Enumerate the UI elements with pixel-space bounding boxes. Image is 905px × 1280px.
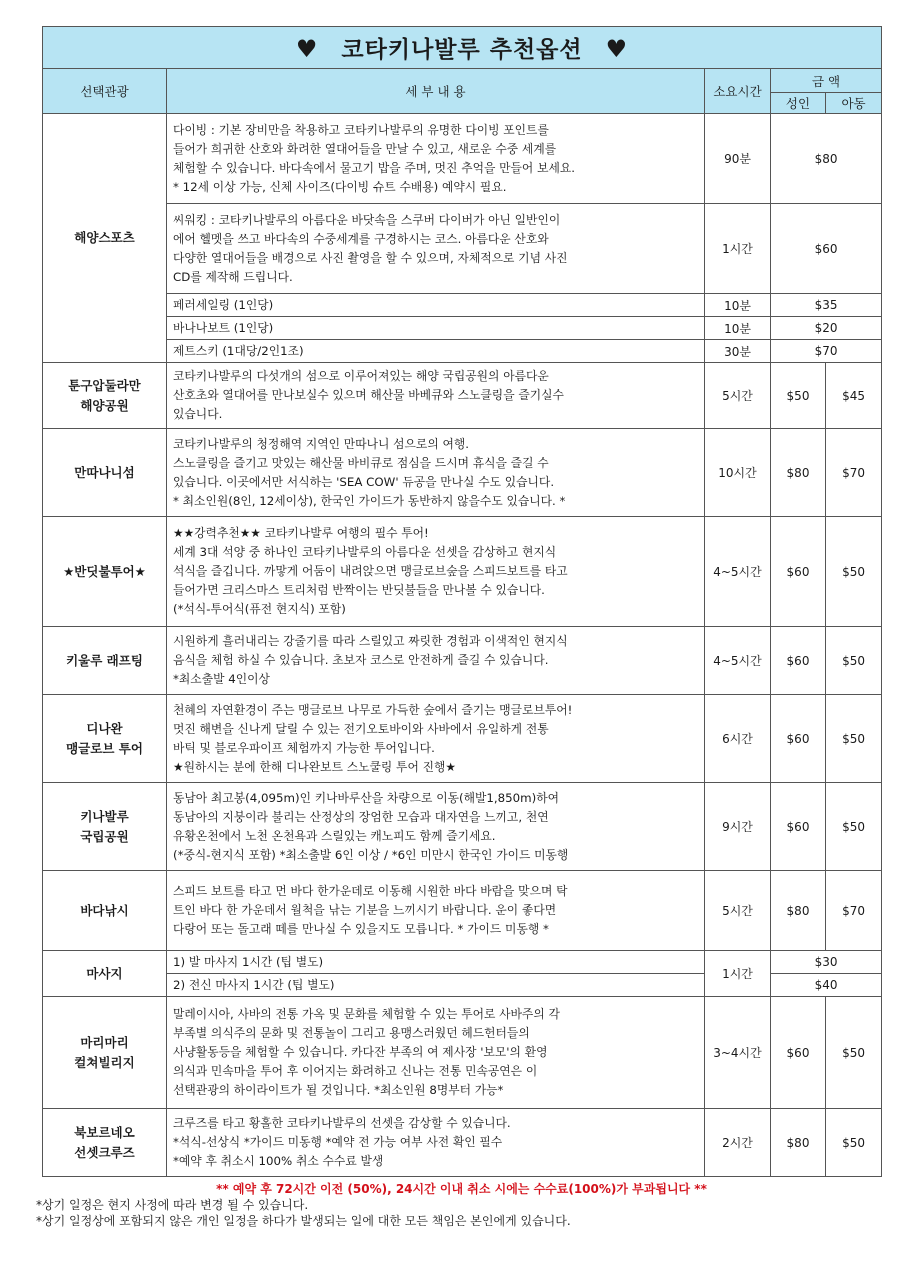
desc-line: 사냥활동등을 체험할 수 있습니다. 카다잔 부족의 여 제사장 '보모'의 환영 (173, 1045, 548, 1059)
desc-line: * 12세 이상 가능, 신체 사이즈(다이빙 슈트 수배용) 예약시 필요. (173, 179, 507, 194)
options-table (42, 26, 882, 1177)
table-row (43, 204, 882, 294)
footnotes (36, 1197, 881, 1229)
options-document (36, 26, 881, 1229)
desc-line: 유황온천에서 노천 온천욕과 스릴있는 캐노피도 함께 즐기세요. (173, 828, 496, 843)
category-cell (43, 363, 167, 429)
description-cell (167, 695, 705, 783)
price-child: $50 (826, 627, 882, 695)
diving-desc (167, 114, 705, 204)
description-cell (167, 363, 705, 429)
header-category: 선택관광 (43, 69, 167, 114)
header-adult: 성인 (771, 93, 826, 114)
duration: 10분 (705, 294, 771, 317)
duration: 9시간 (705, 783, 771, 871)
desc-line: 있습니다. (173, 407, 223, 421)
category-cell (43, 1109, 167, 1177)
header-price: 금 액 (771, 69, 882, 93)
table-row (43, 783, 882, 871)
desc-line: 들어가 희귀한 산호와 화려한 열대어들을 만날 수 있고, 새로운 수중 세계를 (173, 141, 557, 156)
desc-line: 부족별 의식주의 문화 및 전통놀이 그리고 용맹스러웠던 헤드헌터들의 (173, 1026, 530, 1040)
description-cell (167, 627, 705, 695)
desc-line: 선택관광의 하이라이트가 될 것입니다. *최소인원 8명부터 가능* (173, 1083, 504, 1097)
description-cell (167, 429, 705, 517)
duration: 3~4시간 (705, 997, 771, 1109)
desc-line: *석식-선상식 *가이드 미동행 *예약 전 가능 여부 사전 확인 필수 (173, 1135, 503, 1149)
price-adult: $80 (771, 871, 826, 951)
duration: 10분 (705, 317, 771, 340)
table-row (43, 114, 882, 204)
desc-line: 트인 바다 한 가운데서 월척을 낚는 기분을 느끼시기 바랍니다. 운이 좋다면 (173, 903, 557, 917)
desc-line: 바틱 및 블로우파이프 체험까지 가능한 투어입니다. (173, 740, 435, 755)
price-adult: $60 (771, 517, 826, 627)
category-line: 바다낚시 (80, 902, 129, 918)
desc-line: 코타키나발루의 다섯개의 섬으로 이루어져있는 해양 국립공원의 아름다운 (173, 369, 549, 383)
category-marine: 해양스포츠 (43, 114, 167, 363)
table-row (43, 997, 882, 1109)
category-line: ★반딧불투어★ (63, 563, 146, 579)
desc-line: 크루즈를 타고 황홀한 코타키나발루의 선셋을 감상할 수 있습니다. (173, 1116, 511, 1130)
category-line: 컬쳐빌리지 (74, 1054, 135, 1070)
price-child: $45 (826, 363, 882, 429)
jetski-desc: 제트스키 (1대당/2인1조) (167, 340, 705, 363)
desc-line: 동남아의 지붕이라 불리는 산정상의 장엄한 모습과 대자연을 느끼고, 천연 (173, 809, 549, 824)
duration: 90분 (705, 114, 771, 204)
duration: 10시간 (705, 429, 771, 517)
duration: 2시간 (705, 1109, 771, 1177)
title-text: 코타키나발루 추천옵션 (341, 37, 583, 63)
category-line: 선셋크루즈 (74, 1144, 135, 1160)
desc-line: 석식을 즐깁니다. 까맣게 어둠이 내려앉으면 맹글로브숲을 스피드보트를 타고 (173, 564, 568, 578)
heart-icon: ♥ (605, 35, 629, 63)
cancellation-notice: ** 예약 후 72시간 이전 (50%), 24시간 이내 취소 시에는 수수료(100%)가 부과됩니다 ** (216, 1182, 707, 1196)
category-line: 디나완 (86, 720, 123, 736)
price: $30 (771, 951, 882, 974)
desc-line: 에어 헬멧을 쓰고 바다속의 수중세계를 구경하시는 코스. 아름다운 산호와 (173, 231, 549, 246)
massage-body: 2) 전신 마사지 1시간 (팁 별도) (167, 974, 705, 997)
category-line: 북보르네오 (74, 1124, 135, 1140)
category-cell (43, 997, 167, 1109)
description-cell (167, 517, 705, 627)
duration: 1시간 (705, 951, 771, 997)
table-row (43, 627, 882, 695)
description-cell (167, 1109, 705, 1177)
category-line: 키나발루 (80, 808, 129, 824)
desc-line: 동남아 최고봉(4,095m)인 키나바루산을 차량으로 이동(해발1,850m)하여 (173, 790, 560, 805)
price-adult: $80 (771, 1109, 826, 1177)
table-row (43, 294, 882, 317)
table-row (43, 317, 882, 340)
desc-line: 멋진 해변을 신나게 달릴 수 있는 전기오토바이와 사바에서 유일하게 전통 (173, 721, 549, 736)
table-row (43, 1109, 882, 1177)
category-line: 국립공원 (80, 828, 129, 844)
header-details: 세 부 내 용 (167, 69, 705, 114)
price-child: $50 (826, 997, 882, 1109)
category-cell (43, 429, 167, 517)
table-row (43, 340, 882, 363)
heart-icon: ♥ (295, 35, 319, 63)
desc-line: 스노클링을 즐기고 맛있는 해산물 바비큐로 점심을 드시며 휴식을 즐길 수 (173, 455, 549, 470)
duration: 1시간 (705, 204, 771, 294)
category-line: 만따나니섬 (74, 464, 135, 480)
table-row (43, 951, 882, 974)
desc-line: CD를 제작해 드립니다. (173, 269, 293, 284)
desc-line: 있습니다. 이곳에서만 서식하는 'SEA COW' 듀공을 만나실 수도 있습니다. (173, 474, 555, 489)
category-massage: 마사지 (43, 951, 167, 997)
desc-line: *최소출발 4인이상 (173, 672, 270, 686)
desc-line: 세계 3대 석양 중 하나인 코타키나발루의 아름다운 선셋을 감상하고 현지식 (173, 545, 557, 559)
category-line: 키울루 래프팅 (66, 652, 143, 668)
desc-line: *예약 후 취소시 100% 취소 수수료 발생 (173, 1154, 384, 1168)
desc-line: 음식을 체험 하실 수 있습니다. 초보자 코스로 안전하게 즐길 수 있습니다. (173, 653, 549, 667)
desc-line: (*중식-현지식 포함) *최소출발 6인 이상 / *6인 미만시 한국인 가이드 미동행 (173, 847, 569, 862)
duration: 4~5시간 (705, 627, 771, 695)
category-cell (43, 871, 167, 951)
price-child: $50 (826, 783, 882, 871)
desc-line: 씨워킹 : 코타키나발루의 아름다운 바닷속을 스쿠버 다이버가 아닌 일반인이 (173, 212, 561, 227)
category-cell (43, 627, 167, 695)
seawalk-desc (167, 204, 705, 294)
table-row (43, 429, 882, 517)
category-cell (43, 517, 167, 627)
desc-line: 다랑어 또는 돌고래 떼를 만나실 수 있을지도 모릅니다. * 가이드 미동행 * (173, 922, 549, 936)
duration: 5시간 (705, 363, 771, 429)
price: $40 (771, 974, 882, 997)
category-line: 해양공원 (80, 397, 129, 413)
description-cell (167, 871, 705, 951)
price-adult: $50 (771, 363, 826, 429)
table-row (43, 363, 882, 429)
table-row (43, 695, 882, 783)
table-row (43, 517, 882, 627)
desc-line: 코타키나발루의 청정해역 지역인 만따나니 섬으로의 여행. (173, 436, 469, 451)
footnote: *상기 일정은 현지 사정에 따라 변경 될 수 있습니다. (36, 1198, 309, 1212)
banana-desc: 바나나보트 (1인당) (167, 317, 705, 340)
page-title (43, 27, 882, 69)
price-child: $70 (826, 429, 882, 517)
price-child: $50 (826, 517, 882, 627)
category-line: 툰구압둘라만 (68, 377, 141, 393)
price-child: $50 (826, 1109, 882, 1177)
desc-line: 다양한 열대어들을 배경으로 사진 촬영을 할 수 있으며, 자체적으로 기념 사진 (173, 250, 568, 265)
desc-line: 들어가면 크리스마스 트리처럼 반짝이는 반딧불들을 만나볼 수 있습니다. (173, 583, 545, 597)
footnote: *상기 일정상에 포함되지 않은 개인 일정을 하다가 발생되는 일에 대한 모든 책임은 본인에게 있습니다. (36, 1214, 571, 1228)
price-adult: $60 (771, 627, 826, 695)
desc-line: 다이빙 : 기본 장비만을 착용하고 코타키나발루의 유명한 다이빙 포인트를 (173, 122, 549, 137)
price: $35 (771, 294, 882, 317)
price-adult: $60 (771, 783, 826, 871)
duration: 6시간 (705, 695, 771, 783)
desc-line: 말레이시아, 사바의 전통 가옥 및 문화를 체험할 수 있는 투어로 사바주의 각 (173, 1007, 560, 1021)
desc-line: 체험할 수 있습니다. 바다속에서 물고기 밥을 주며, 멋진 추억을 만들어 보세요. (173, 160, 576, 175)
description-cell (167, 783, 705, 871)
table-row (43, 871, 882, 951)
price-child: $70 (826, 871, 882, 951)
desc-line: 산호초와 열대어를 만나보실수 있으며 해산물 바베큐와 스노클링을 즐기실수 (173, 388, 564, 402)
category-cell (43, 783, 167, 871)
massage-foot: 1) 발 마사지 1시간 (팁 별도) (167, 951, 705, 974)
price: $60 (771, 204, 882, 294)
header-duration: 소요시간 (705, 69, 771, 114)
desc-line: ★★강력추천★★ 코타키나발루 여행의 필수 투어! (173, 526, 429, 540)
desc-line: 천혜의 자연환경이 주는 맹글로브 나무로 가득한 숲에서 즐기는 맹글로브투어! (173, 702, 573, 717)
duration: 4~5시간 (705, 517, 771, 627)
price-adult: $80 (771, 429, 826, 517)
desc-line: 의식과 민속마을 투어 후 이어지는 화려하고 신나는 전통 민속공연은 이 (173, 1064, 538, 1078)
desc-line: 스피드 보트를 타고 먼 바다 한가운데로 이동해 시원한 바다 바람을 맞으며 탁 (173, 884, 568, 898)
category-line: 마리마리 (80, 1034, 129, 1050)
duration: 5시간 (705, 871, 771, 951)
category-line: 맹글로브 투어 (66, 740, 143, 756)
price: $20 (771, 317, 882, 340)
desc-line: (*석식-투어식(퓨전 현지식) 포함) (173, 602, 346, 616)
duration: 30분 (705, 340, 771, 363)
category-cell (43, 695, 167, 783)
price-child: $50 (826, 695, 882, 783)
desc-line: * 최소인원(8인, 12세이상), 한국인 가이드가 동반하지 않을수도 있습니다. * (173, 493, 566, 508)
price: $80 (771, 114, 882, 204)
desc-line: ★원하시는 분에 한해 디나완보트 스노쿨링 투어 진행★ (173, 759, 456, 774)
header-child: 아동 (826, 93, 882, 114)
parasailing-desc: 페러세일링 (1인당) (167, 294, 705, 317)
desc-line: 시원하게 흘러내리는 강줄기를 따라 스릴있고 짜릿한 경험과 이색적인 현지식 (173, 634, 568, 648)
price-adult: $60 (771, 695, 826, 783)
description-cell (167, 997, 705, 1109)
price: $70 (771, 340, 882, 363)
price-adult: $60 (771, 997, 826, 1109)
